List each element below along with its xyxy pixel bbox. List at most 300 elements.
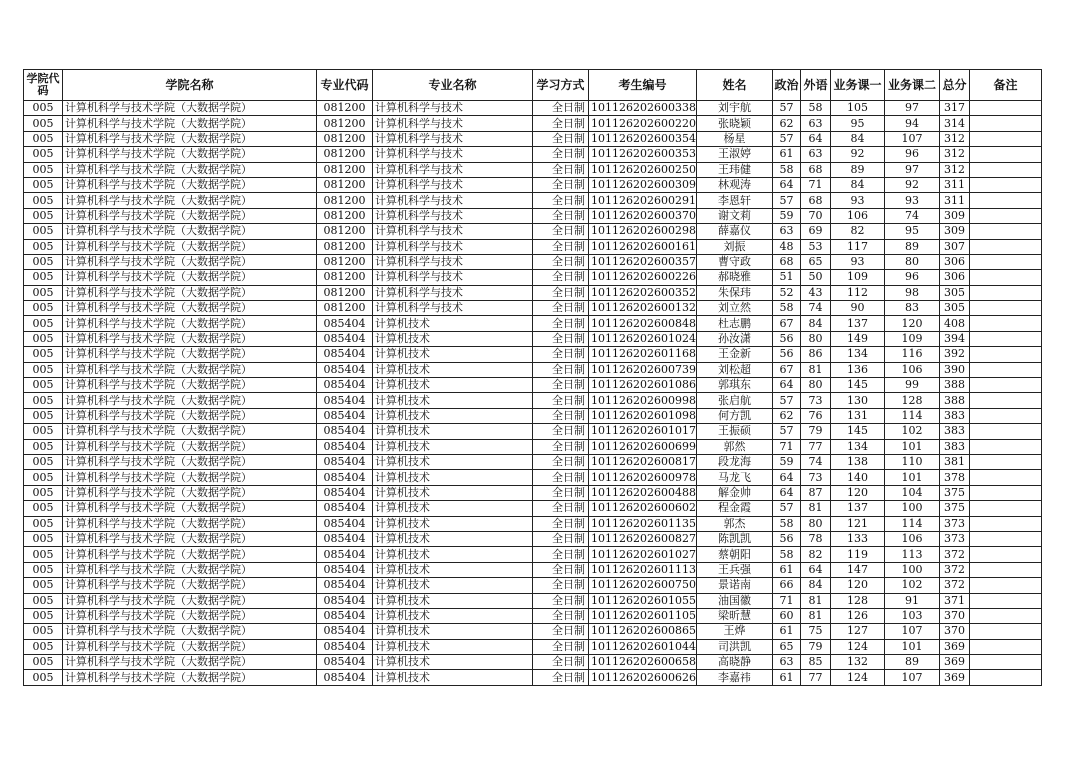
cell-foreign-score: 79 bbox=[801, 639, 831, 654]
cell-college-name: 计算机科学与技术学院（大数据学院） bbox=[63, 393, 317, 408]
cell-college-name: 计算机科学与技术学院（大数据学院） bbox=[63, 531, 317, 546]
cell-course2-score: 128 bbox=[885, 393, 940, 408]
cell-college-code: 005 bbox=[24, 378, 63, 393]
cell-college-code: 005 bbox=[24, 639, 63, 654]
cell-exam-id: 101126202600226 bbox=[589, 270, 697, 285]
cell-student-name: 蔡朝阳 bbox=[697, 547, 773, 562]
cell-student-name: 孙汝潇 bbox=[697, 331, 773, 346]
table-row bbox=[24, 254, 1042, 269]
table-row bbox=[24, 470, 1042, 485]
cell-foreign-score: 84 bbox=[801, 316, 831, 331]
cell-major-code: 085404 bbox=[317, 516, 373, 531]
cell-total-score: 311 bbox=[940, 193, 970, 208]
cell-course2-score: 89 bbox=[885, 239, 940, 254]
score-sheet bbox=[23, 69, 1042, 686]
cell-college-code: 005 bbox=[24, 593, 63, 608]
cell-college-name: 计算机科学与技术学院（大数据学院） bbox=[63, 670, 317, 685]
cell-politics-score: 58 bbox=[773, 516, 801, 531]
cell-college-code: 005 bbox=[24, 224, 63, 239]
cell-total-score: 305 bbox=[940, 301, 970, 316]
cell-study-mode: 全日制 bbox=[533, 470, 589, 485]
cell-college-name: 计算机科学与技术学院（大数据学院） bbox=[63, 347, 317, 362]
cell-remark bbox=[970, 531, 1042, 546]
cell-course1-score: 93 bbox=[831, 254, 885, 269]
cell-exam-id: 101126202600338 bbox=[589, 101, 697, 116]
cell-total-score: 392 bbox=[940, 347, 970, 362]
cell-exam-id: 101126202601027 bbox=[589, 547, 697, 562]
cell-college-code: 005 bbox=[24, 531, 63, 546]
cell-course2-score: 100 bbox=[885, 562, 940, 577]
cell-major-name: 计算机科学与技术 bbox=[373, 147, 533, 162]
cell-exam-id: 101126202601105 bbox=[589, 608, 697, 623]
cell-student-name: 王金新 bbox=[697, 347, 773, 362]
cell-major-code: 085404 bbox=[317, 547, 373, 562]
cell-total-score: 372 bbox=[940, 547, 970, 562]
cell-total-score: 312 bbox=[940, 147, 970, 162]
cell-exam-id: 101126202600357 bbox=[589, 254, 697, 269]
cell-major-name: 计算机技术 bbox=[373, 639, 533, 654]
cell-college-code: 005 bbox=[24, 547, 63, 562]
cell-course1-score: 95 bbox=[831, 116, 885, 131]
cell-course2-score: 104 bbox=[885, 485, 940, 500]
cell-major-name: 计算机技术 bbox=[373, 378, 533, 393]
cell-exam-id: 101126202600250 bbox=[589, 162, 697, 177]
cell-college-code: 005 bbox=[24, 208, 63, 223]
cell-exam-id: 101126202600848 bbox=[589, 316, 697, 331]
cell-college-code: 005 bbox=[24, 347, 63, 362]
cell-study-mode: 全日制 bbox=[533, 239, 589, 254]
cell-major-code: 081200 bbox=[317, 285, 373, 300]
cell-major-name: 计算机技术 bbox=[373, 593, 533, 608]
cell-major-code: 081200 bbox=[317, 147, 373, 162]
cell-study-mode: 全日制 bbox=[533, 639, 589, 654]
header-politics: 政治 bbox=[773, 70, 801, 101]
cell-major-name: 计算机科学与技术 bbox=[373, 301, 533, 316]
cell-course2-score: 80 bbox=[885, 254, 940, 269]
cell-politics-score: 57 bbox=[773, 393, 801, 408]
cell-student-name: 王淑婷 bbox=[697, 147, 773, 162]
cell-major-code: 081200 bbox=[317, 101, 373, 116]
cell-major-name: 计算机科学与技术 bbox=[373, 101, 533, 116]
cell-college-name: 计算机科学与技术学院（大数据学院） bbox=[63, 131, 317, 146]
cell-college-code: 005 bbox=[24, 270, 63, 285]
cell-course2-score: 94 bbox=[885, 116, 940, 131]
table-row bbox=[24, 439, 1042, 454]
cell-major-name: 计算机科学与技术 bbox=[373, 162, 533, 177]
cell-foreign-score: 80 bbox=[801, 516, 831, 531]
cell-college-name: 计算机科学与技术学院（大数据学院） bbox=[63, 624, 317, 639]
cell-course2-score: 93 bbox=[885, 193, 940, 208]
cell-major-name: 计算机科学与技术 bbox=[373, 193, 533, 208]
cell-college-code: 005 bbox=[24, 485, 63, 500]
cell-college-code: 005 bbox=[24, 193, 63, 208]
cell-exam-id: 101126202600739 bbox=[589, 362, 697, 377]
cell-foreign-score: 81 bbox=[801, 501, 831, 516]
cell-major-code: 085404 bbox=[317, 454, 373, 469]
cell-major-code: 085404 bbox=[317, 347, 373, 362]
cell-study-mode: 全日制 bbox=[533, 593, 589, 608]
cell-course1-score: 149 bbox=[831, 331, 885, 346]
cell-study-mode: 全日制 bbox=[533, 101, 589, 116]
cell-major-code: 085404 bbox=[317, 393, 373, 408]
cell-major-name: 计算机技术 bbox=[373, 439, 533, 454]
cell-course2-score: 100 bbox=[885, 501, 940, 516]
cell-college-code: 005 bbox=[24, 424, 63, 439]
cell-major-code: 085404 bbox=[317, 316, 373, 331]
cell-study-mode: 全日制 bbox=[533, 608, 589, 623]
cell-politics-score: 57 bbox=[773, 101, 801, 116]
cell-total-score: 306 bbox=[940, 254, 970, 269]
cell-remark bbox=[970, 331, 1042, 346]
cell-student-name: 王兵强 bbox=[697, 562, 773, 577]
cell-remark bbox=[970, 177, 1042, 192]
cell-college-name: 计算机科学与技术学院（大数据学院） bbox=[63, 177, 317, 192]
cell-major-code: 085404 bbox=[317, 331, 373, 346]
cell-student-name: 刘振 bbox=[697, 239, 773, 254]
cell-student-name: 薛嘉仪 bbox=[697, 224, 773, 239]
cell-exam-id: 101126202601168 bbox=[589, 347, 697, 362]
cell-course1-score: 137 bbox=[831, 316, 885, 331]
cell-college-code: 005 bbox=[24, 393, 63, 408]
cell-college-name: 计算机科学与技术学院（大数据学院） bbox=[63, 424, 317, 439]
cell-politics-score: 67 bbox=[773, 316, 801, 331]
cell-college-name: 计算机科学与技术学院（大数据学院） bbox=[63, 239, 317, 254]
cell-exam-id: 101126202601113 bbox=[589, 562, 697, 577]
cell-major-code: 081200 bbox=[317, 208, 373, 223]
cell-study-mode: 全日制 bbox=[533, 362, 589, 377]
cell-politics-score: 63 bbox=[773, 655, 801, 670]
cell-course2-score: 97 bbox=[885, 101, 940, 116]
cell-course2-score: 114 bbox=[885, 408, 940, 423]
cell-exam-id: 101126202600132 bbox=[589, 301, 697, 316]
table-row bbox=[24, 516, 1042, 531]
cell-total-score: 309 bbox=[940, 224, 970, 239]
cell-study-mode: 全日制 bbox=[533, 254, 589, 269]
cell-exam-id: 101126202600220 bbox=[589, 116, 697, 131]
cell-exam-id: 101126202600353 bbox=[589, 147, 697, 162]
cell-course1-score: 119 bbox=[831, 547, 885, 562]
cell-politics-score: 58 bbox=[773, 547, 801, 562]
cell-course1-score: 117 bbox=[831, 239, 885, 254]
cell-college-name: 计算机科学与技术学院（大数据学院） bbox=[63, 116, 317, 131]
header-name: 姓名 bbox=[697, 70, 773, 101]
cell-remark bbox=[970, 408, 1042, 423]
cell-college-name: 计算机科学与技术学院（大数据学院） bbox=[63, 254, 317, 269]
cell-foreign-score: 73 bbox=[801, 470, 831, 485]
cell-major-name: 计算机技术 bbox=[373, 547, 533, 562]
cell-course1-score: 133 bbox=[831, 531, 885, 546]
cell-study-mode: 全日制 bbox=[533, 485, 589, 500]
cell-course2-score: 102 bbox=[885, 578, 940, 593]
cell-politics-score: 60 bbox=[773, 608, 801, 623]
cell-foreign-score: 74 bbox=[801, 454, 831, 469]
table-row bbox=[24, 624, 1042, 639]
table-row bbox=[24, 393, 1042, 408]
cell-exam-id: 101126202600309 bbox=[589, 177, 697, 192]
cell-total-score: 390 bbox=[940, 362, 970, 377]
cell-politics-score: 64 bbox=[773, 485, 801, 500]
cell-college-name: 计算机科学与技术学院（大数据学院） bbox=[63, 516, 317, 531]
cell-major-name: 计算机科学与技术 bbox=[373, 239, 533, 254]
cell-course1-score: 130 bbox=[831, 393, 885, 408]
cell-major-code: 085404 bbox=[317, 501, 373, 516]
cell-foreign-score: 77 bbox=[801, 439, 831, 454]
cell-major-code: 085404 bbox=[317, 531, 373, 546]
cell-course1-score: 90 bbox=[831, 301, 885, 316]
cell-college-code: 005 bbox=[24, 362, 63, 377]
cell-total-score: 383 bbox=[940, 424, 970, 439]
cell-study-mode: 全日制 bbox=[533, 454, 589, 469]
cell-foreign-score: 71 bbox=[801, 177, 831, 192]
cell-major-code: 085404 bbox=[317, 639, 373, 654]
cell-course2-score: 101 bbox=[885, 470, 940, 485]
cell-study-mode: 全日制 bbox=[533, 270, 589, 285]
cell-politics-score: 67 bbox=[773, 362, 801, 377]
cell-study-mode: 全日制 bbox=[533, 177, 589, 192]
cell-major-code: 081200 bbox=[317, 177, 373, 192]
cell-remark bbox=[970, 424, 1042, 439]
cell-college-name: 计算机科学与技术学院（大数据学院） bbox=[63, 639, 317, 654]
cell-major-code: 081200 bbox=[317, 162, 373, 177]
cell-college-code: 005 bbox=[24, 470, 63, 485]
cell-foreign-score: 80 bbox=[801, 378, 831, 393]
cell-course1-score: 120 bbox=[831, 485, 885, 500]
cell-student-name: 林观涛 bbox=[697, 177, 773, 192]
cell-total-score: 312 bbox=[940, 131, 970, 146]
cell-total-score: 370 bbox=[940, 608, 970, 623]
cell-foreign-score: 77 bbox=[801, 670, 831, 685]
cell-total-score: 388 bbox=[940, 393, 970, 408]
cell-remark bbox=[970, 224, 1042, 239]
cell-college-code: 005 bbox=[24, 162, 63, 177]
header-major-name: 专业名称 bbox=[373, 70, 533, 101]
cell-exam-id: 101126202600370 bbox=[589, 208, 697, 223]
cell-foreign-score: 64 bbox=[801, 131, 831, 146]
cell-total-score: 311 bbox=[940, 177, 970, 192]
cell-total-score: 408 bbox=[940, 316, 970, 331]
cell-student-name: 王玮健 bbox=[697, 162, 773, 177]
cell-student-name: 段龙海 bbox=[697, 454, 773, 469]
cell-college-name: 计算机科学与技术学院（大数据学院） bbox=[63, 316, 317, 331]
cell-politics-score: 61 bbox=[773, 624, 801, 639]
cell-course2-score: 97 bbox=[885, 162, 940, 177]
cell-foreign-score: 76 bbox=[801, 408, 831, 423]
cell-student-name: 马龙飞 bbox=[697, 470, 773, 485]
cell-study-mode: 全日制 bbox=[533, 116, 589, 131]
cell-college-name: 计算机科学与技术学院（大数据学院） bbox=[63, 470, 317, 485]
cell-study-mode: 全日制 bbox=[533, 547, 589, 562]
cell-major-name: 计算机技术 bbox=[373, 331, 533, 346]
table-row bbox=[24, 562, 1042, 577]
cell-total-score: 381 bbox=[940, 454, 970, 469]
cell-remark bbox=[970, 593, 1042, 608]
cell-remark bbox=[970, 608, 1042, 623]
cell-college-name: 计算机科学与技术学院（大数据学院） bbox=[63, 193, 317, 208]
cell-politics-score: 57 bbox=[773, 131, 801, 146]
cell-major-code: 085404 bbox=[317, 378, 373, 393]
cell-course2-score: 106 bbox=[885, 531, 940, 546]
cell-remark bbox=[970, 470, 1042, 485]
cell-exam-id: 101126202600488 bbox=[589, 485, 697, 500]
table-row bbox=[24, 147, 1042, 162]
cell-remark bbox=[970, 270, 1042, 285]
cell-college-name: 计算机科学与技术学院（大数据学院） bbox=[63, 501, 317, 516]
cell-study-mode: 全日制 bbox=[533, 655, 589, 670]
cell-study-mode: 全日制 bbox=[533, 301, 589, 316]
cell-remark bbox=[970, 516, 1042, 531]
cell-college-code: 005 bbox=[24, 285, 63, 300]
cell-student-name: 张启航 bbox=[697, 393, 773, 408]
header-study-mode: 学习方式 bbox=[533, 70, 589, 101]
cell-exam-id: 101126202600750 bbox=[589, 578, 697, 593]
cell-study-mode: 全日制 bbox=[533, 208, 589, 223]
cell-course1-score: 134 bbox=[831, 439, 885, 454]
cell-college-code: 005 bbox=[24, 177, 63, 192]
cell-remark bbox=[970, 485, 1042, 500]
cell-college-name: 计算机科学与技术学院（大数据学院） bbox=[63, 578, 317, 593]
cell-exam-id: 101126202600161 bbox=[589, 239, 697, 254]
table-row bbox=[24, 208, 1042, 223]
cell-college-name: 计算机科学与技术学院（大数据学院） bbox=[63, 224, 317, 239]
cell-major-name: 计算机技术 bbox=[373, 516, 533, 531]
cell-college-code: 005 bbox=[24, 301, 63, 316]
cell-remark bbox=[970, 208, 1042, 223]
cell-foreign-score: 87 bbox=[801, 485, 831, 500]
cell-foreign-score: 86 bbox=[801, 347, 831, 362]
cell-remark bbox=[970, 655, 1042, 670]
cell-remark bbox=[970, 639, 1042, 654]
cell-course1-score: 131 bbox=[831, 408, 885, 423]
cell-major-name: 计算机技术 bbox=[373, 485, 533, 500]
cell-remark bbox=[970, 362, 1042, 377]
cell-remark bbox=[970, 393, 1042, 408]
cell-total-score: 378 bbox=[940, 470, 970, 485]
cell-exam-id: 101126202600978 bbox=[589, 470, 697, 485]
cell-remark bbox=[970, 378, 1042, 393]
cell-major-name: 计算机技术 bbox=[373, 578, 533, 593]
cell-course2-score: 103 bbox=[885, 608, 940, 623]
cell-course2-score: 83 bbox=[885, 301, 940, 316]
cell-study-mode: 全日制 bbox=[533, 408, 589, 423]
cell-major-code: 085404 bbox=[317, 578, 373, 593]
cell-foreign-score: 73 bbox=[801, 393, 831, 408]
cell-study-mode: 全日制 bbox=[533, 193, 589, 208]
cell-course2-score: 74 bbox=[885, 208, 940, 223]
cell-total-score: 388 bbox=[940, 378, 970, 393]
cell-course1-score: 105 bbox=[831, 101, 885, 116]
cell-foreign-score: 81 bbox=[801, 608, 831, 623]
cell-student-name: 油国徽 bbox=[697, 593, 773, 608]
table-row bbox=[24, 593, 1042, 608]
cell-total-score: 373 bbox=[940, 531, 970, 546]
cell-foreign-score: 78 bbox=[801, 531, 831, 546]
cell-major-name: 计算机技术 bbox=[373, 655, 533, 670]
cell-remark bbox=[970, 131, 1042, 146]
cell-foreign-score: 63 bbox=[801, 116, 831, 131]
cell-exam-id: 101126202601024 bbox=[589, 331, 697, 346]
cell-study-mode: 全日制 bbox=[533, 331, 589, 346]
cell-politics-score: 71 bbox=[773, 439, 801, 454]
cell-exam-id: 101126202600291 bbox=[589, 193, 697, 208]
cell-college-code: 005 bbox=[24, 670, 63, 685]
cell-total-score: 314 bbox=[940, 116, 970, 131]
cell-politics-score: 59 bbox=[773, 208, 801, 223]
cell-student-name: 郝晓雅 bbox=[697, 270, 773, 285]
cell-foreign-score: 84 bbox=[801, 578, 831, 593]
cell-college-name: 计算机科学与技术学院（大数据学院） bbox=[63, 655, 317, 670]
cell-college-name: 计算机科学与技术学院（大数据学院） bbox=[63, 301, 317, 316]
cell-politics-score: 58 bbox=[773, 162, 801, 177]
cell-student-name: 解金帅 bbox=[697, 485, 773, 500]
cell-course2-score: 114 bbox=[885, 516, 940, 531]
cell-major-name: 计算机技术 bbox=[373, 316, 533, 331]
cell-remark bbox=[970, 193, 1042, 208]
cell-student-name: 何方凯 bbox=[697, 408, 773, 423]
cell-major-code: 081200 bbox=[317, 193, 373, 208]
cell-remark bbox=[970, 285, 1042, 300]
cell-student-name: 李恩轩 bbox=[697, 193, 773, 208]
cell-total-score: 307 bbox=[940, 239, 970, 254]
cell-course2-score: 120 bbox=[885, 316, 940, 331]
cell-foreign-score: 58 bbox=[801, 101, 831, 116]
cell-total-score: 372 bbox=[940, 578, 970, 593]
cell-major-code: 081200 bbox=[317, 239, 373, 254]
cell-major-name: 计算机技术 bbox=[373, 624, 533, 639]
header-course1: 业务课一 bbox=[831, 70, 885, 101]
cell-exam-id: 101126202600865 bbox=[589, 624, 697, 639]
cell-politics-score: 65 bbox=[773, 639, 801, 654]
cell-exam-id: 101126202600354 bbox=[589, 131, 697, 146]
cell-course2-score: 102 bbox=[885, 424, 940, 439]
cell-course1-score: 138 bbox=[831, 454, 885, 469]
cell-total-score: 306 bbox=[940, 270, 970, 285]
cell-major-name: 计算机技术 bbox=[373, 531, 533, 546]
cell-course1-score: 93 bbox=[831, 193, 885, 208]
cell-major-code: 081200 bbox=[317, 270, 373, 285]
table-row bbox=[24, 301, 1042, 316]
cell-foreign-score: 75 bbox=[801, 624, 831, 639]
table-row bbox=[24, 316, 1042, 331]
cell-major-name: 计算机科学与技术 bbox=[373, 131, 533, 146]
cell-politics-score: 52 bbox=[773, 285, 801, 300]
cell-study-mode: 全日制 bbox=[533, 670, 589, 685]
cell-major-code: 085404 bbox=[317, 362, 373, 377]
cell-total-score: 372 bbox=[940, 562, 970, 577]
cell-student-name: 郭杰 bbox=[697, 516, 773, 531]
cell-foreign-score: 85 bbox=[801, 655, 831, 670]
cell-study-mode: 全日制 bbox=[533, 393, 589, 408]
table-row bbox=[24, 224, 1042, 239]
cell-major-code: 085404 bbox=[317, 608, 373, 623]
table-row bbox=[24, 608, 1042, 623]
cell-study-mode: 全日制 bbox=[533, 424, 589, 439]
cell-major-name: 计算机科学与技术 bbox=[373, 177, 533, 192]
cell-remark bbox=[970, 116, 1042, 131]
cell-student-name: 杨星 bbox=[697, 131, 773, 146]
cell-major-name: 计算机技术 bbox=[373, 424, 533, 439]
table-row bbox=[24, 454, 1042, 469]
cell-major-name: 计算机科学与技术 bbox=[373, 285, 533, 300]
cell-course2-score: 99 bbox=[885, 378, 940, 393]
cell-college-name: 计算机科学与技术学院（大数据学院） bbox=[63, 285, 317, 300]
cell-foreign-score: 65 bbox=[801, 254, 831, 269]
cell-politics-score: 56 bbox=[773, 347, 801, 362]
cell-course1-score: 128 bbox=[831, 593, 885, 608]
cell-total-score: 369 bbox=[940, 670, 970, 685]
cell-course2-score: 106 bbox=[885, 362, 940, 377]
cell-college-code: 005 bbox=[24, 655, 63, 670]
cell-foreign-score: 81 bbox=[801, 362, 831, 377]
